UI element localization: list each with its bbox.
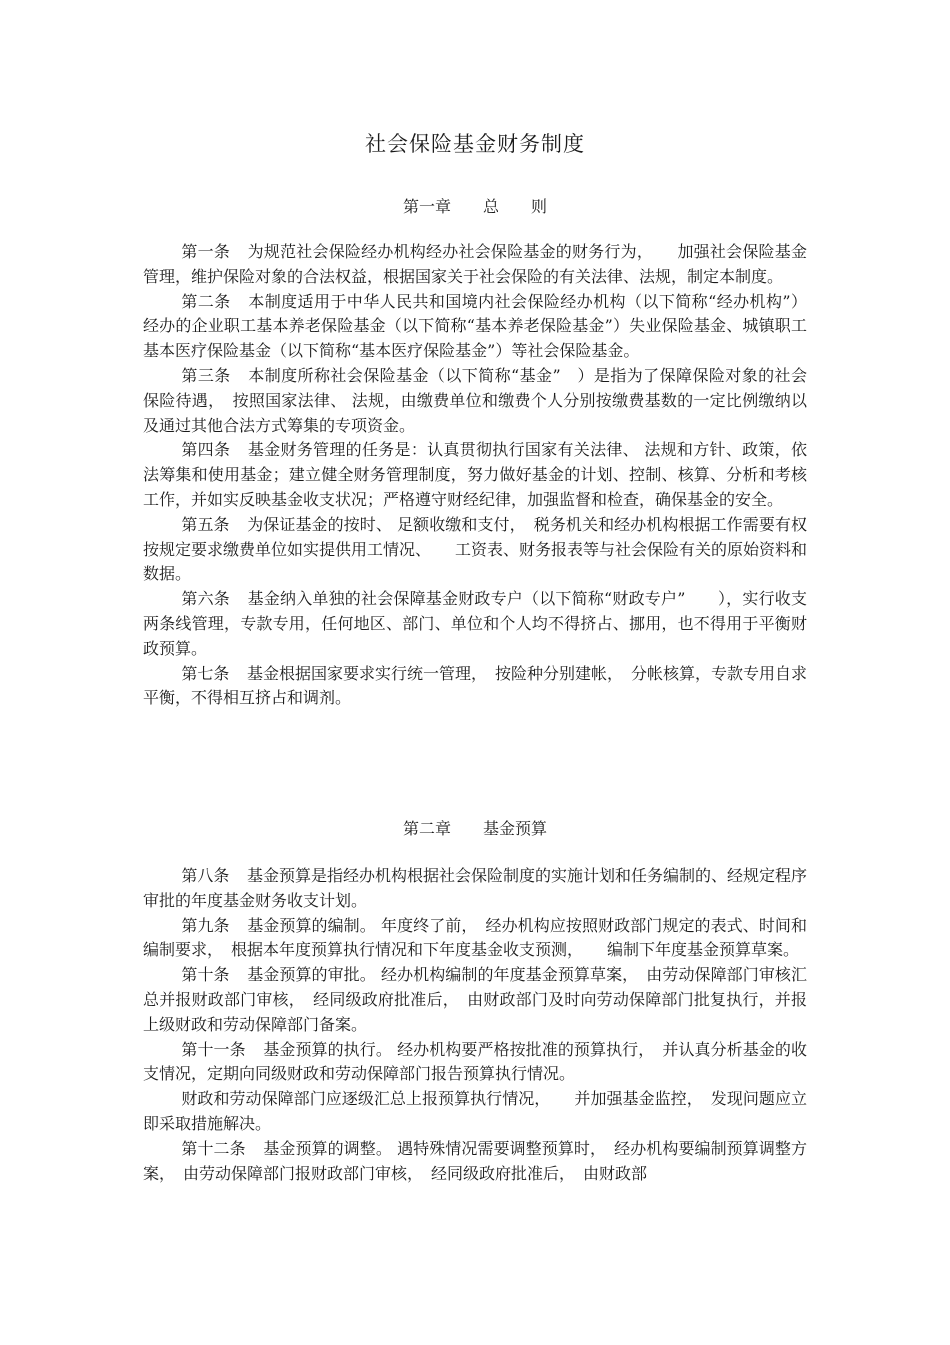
article-text: 基金预算的调整。 遇特殊情况需要调整预算时， 经办机构要编制预算调整方案， 由劳动保障部门报财政部门审核， 经同级政府批准后， 由财政部 [143, 1138, 807, 1183]
article-8 [143, 864, 807, 914]
chapter-heading-2: 第二章 基金预算 [402, 819, 547, 838]
article-11 [143, 1038, 807, 1088]
article-12 [143, 1137, 807, 1187]
article-text: 基金预算的执行。 经办机构要严格按批准的预算执行， 并认真分析基金的收支情况，定期向同级财政和劳动保障部门报告预算执行情况。 [143, 1039, 807, 1084]
article-5 [143, 513, 807, 587]
article-10 [143, 963, 807, 1037]
article-4 [143, 438, 807, 512]
article-text: 基金根据国家要求实行统一管理， 按险种分别建帐， 分帐核算，专款专用自求平衡，不得相互挤占和调剂。 [143, 663, 808, 708]
article-11-continued [143, 1087, 807, 1137]
article-text: 为规范社会保险经办机构经办社会保险基金的财务行为， 加强社会保险基金管理，维护保险对象的合法权益，根据国家关于社会保险的有关法律、法规，制定本制度。 [143, 242, 807, 286]
article-text: 财政和劳动保障部门应逐级汇总上报预算执行情况， 并加强基金监控， 发现问题应立即采取措施解决。 [143, 1089, 807, 1133]
article-label: 第十条 [181, 965, 230, 985]
article-2 [143, 290, 807, 364]
article-text: 基金财务管理的任务是：认真贯彻执行国家有关法律、 法规和方针、政策，依法筹集和使用基金；建立健全财务管理制度，努力做好基金的计划、控制、核算、分析和考核工作，并如实反映基金收支状况；严格遵守财经纪律，加强监督和检查，确保基金的安全。 [143, 440, 807, 509]
article-label: 第七条 [181, 663, 230, 683]
article-label: 第八条 [181, 866, 230, 885]
article-text: 基金预算是指经办机构根据社会保险制度的实施计划和任务编制的、经规定程序审批的年度基金财务收支计划。 [143, 866, 808, 910]
article-label: 第四条 [181, 440, 231, 460]
article-text: 本制度适用于中华人民共和国境内社会保险经办机构（以下简称“经办机构”）经办的企业职工基本养老保险基金（以下简称“基本养老保险基金”）失业保险基金、城镇职工基本医疗保险基金（以下简称“基本医疗保险基金”）等社会保险基金。 [143, 291, 807, 361]
article-7 [143, 662, 807, 712]
document-title: 社会保险基金财务制度 [365, 132, 585, 156]
article-label: 第一条 [181, 242, 231, 261]
article-text: 基金预算的审批。 经办机构编制的年度基金预算草案， 由劳动保障部门审核汇总并报财政部门审核， 经同级政府批准后， 由财政部门及时向劳动保障部门批复执行，并报上级财政和劳动保障部门备案。 [143, 965, 807, 1034]
article-label: 第五条 [181, 514, 230, 534]
article-label: 第十二条 [181, 1138, 246, 1158]
article-label: 第十一条 [181, 1039, 246, 1059]
article-label: 第二条 [181, 291, 231, 311]
article-text: 为保证基金的按时、 足额收缴和支付， 税务机关和经办机构根据工作需要有权按规定要求缴费单位如实提供用工情况、 工资表、财务报表等与社会保险有关的原始资料和数据。 [143, 514, 808, 584]
article-text: 本制度所称社会保险基金（以下简称“基金” ）是指为了保障保险对象的社会保险待遇， 按照国家法律、 法规，由缴费单位和缴费个人分别按缴费基数的一定比例缴纳以及通过其他合法方式筹集的专项资金。 [143, 365, 807, 435]
article-text: 基金纳入单独的社会保障基金财政专户（以下简称“财政专户” ），实行收支两条线管理，专款专用，任何地区、部门、单位和个人均不得挤占、挪用，也不得用于平衡财政预算。 [143, 589, 807, 658]
article-9 [143, 914, 807, 964]
article-text: 基金预算的编制。 年度终了前， 经办机构应按照财政部门规定的表式、时间和编制要求， 根据本年度预算执行情况和下年度基金收支预测， 编制下年度基金预算草案。 [143, 915, 807, 960]
chapter-heading-1: 第一章 总 则 [402, 197, 547, 216]
article-label: 第六条 [181, 589, 230, 609]
article-1 [143, 240, 807, 290]
chapter-1-body [143, 240, 807, 711]
article-label: 第九条 [181, 915, 230, 935]
chapter-2-body [143, 864, 807, 1186]
article-3 [143, 364, 807, 438]
article-6 [143, 587, 807, 661]
article-label: 第三条 [181, 365, 231, 385]
